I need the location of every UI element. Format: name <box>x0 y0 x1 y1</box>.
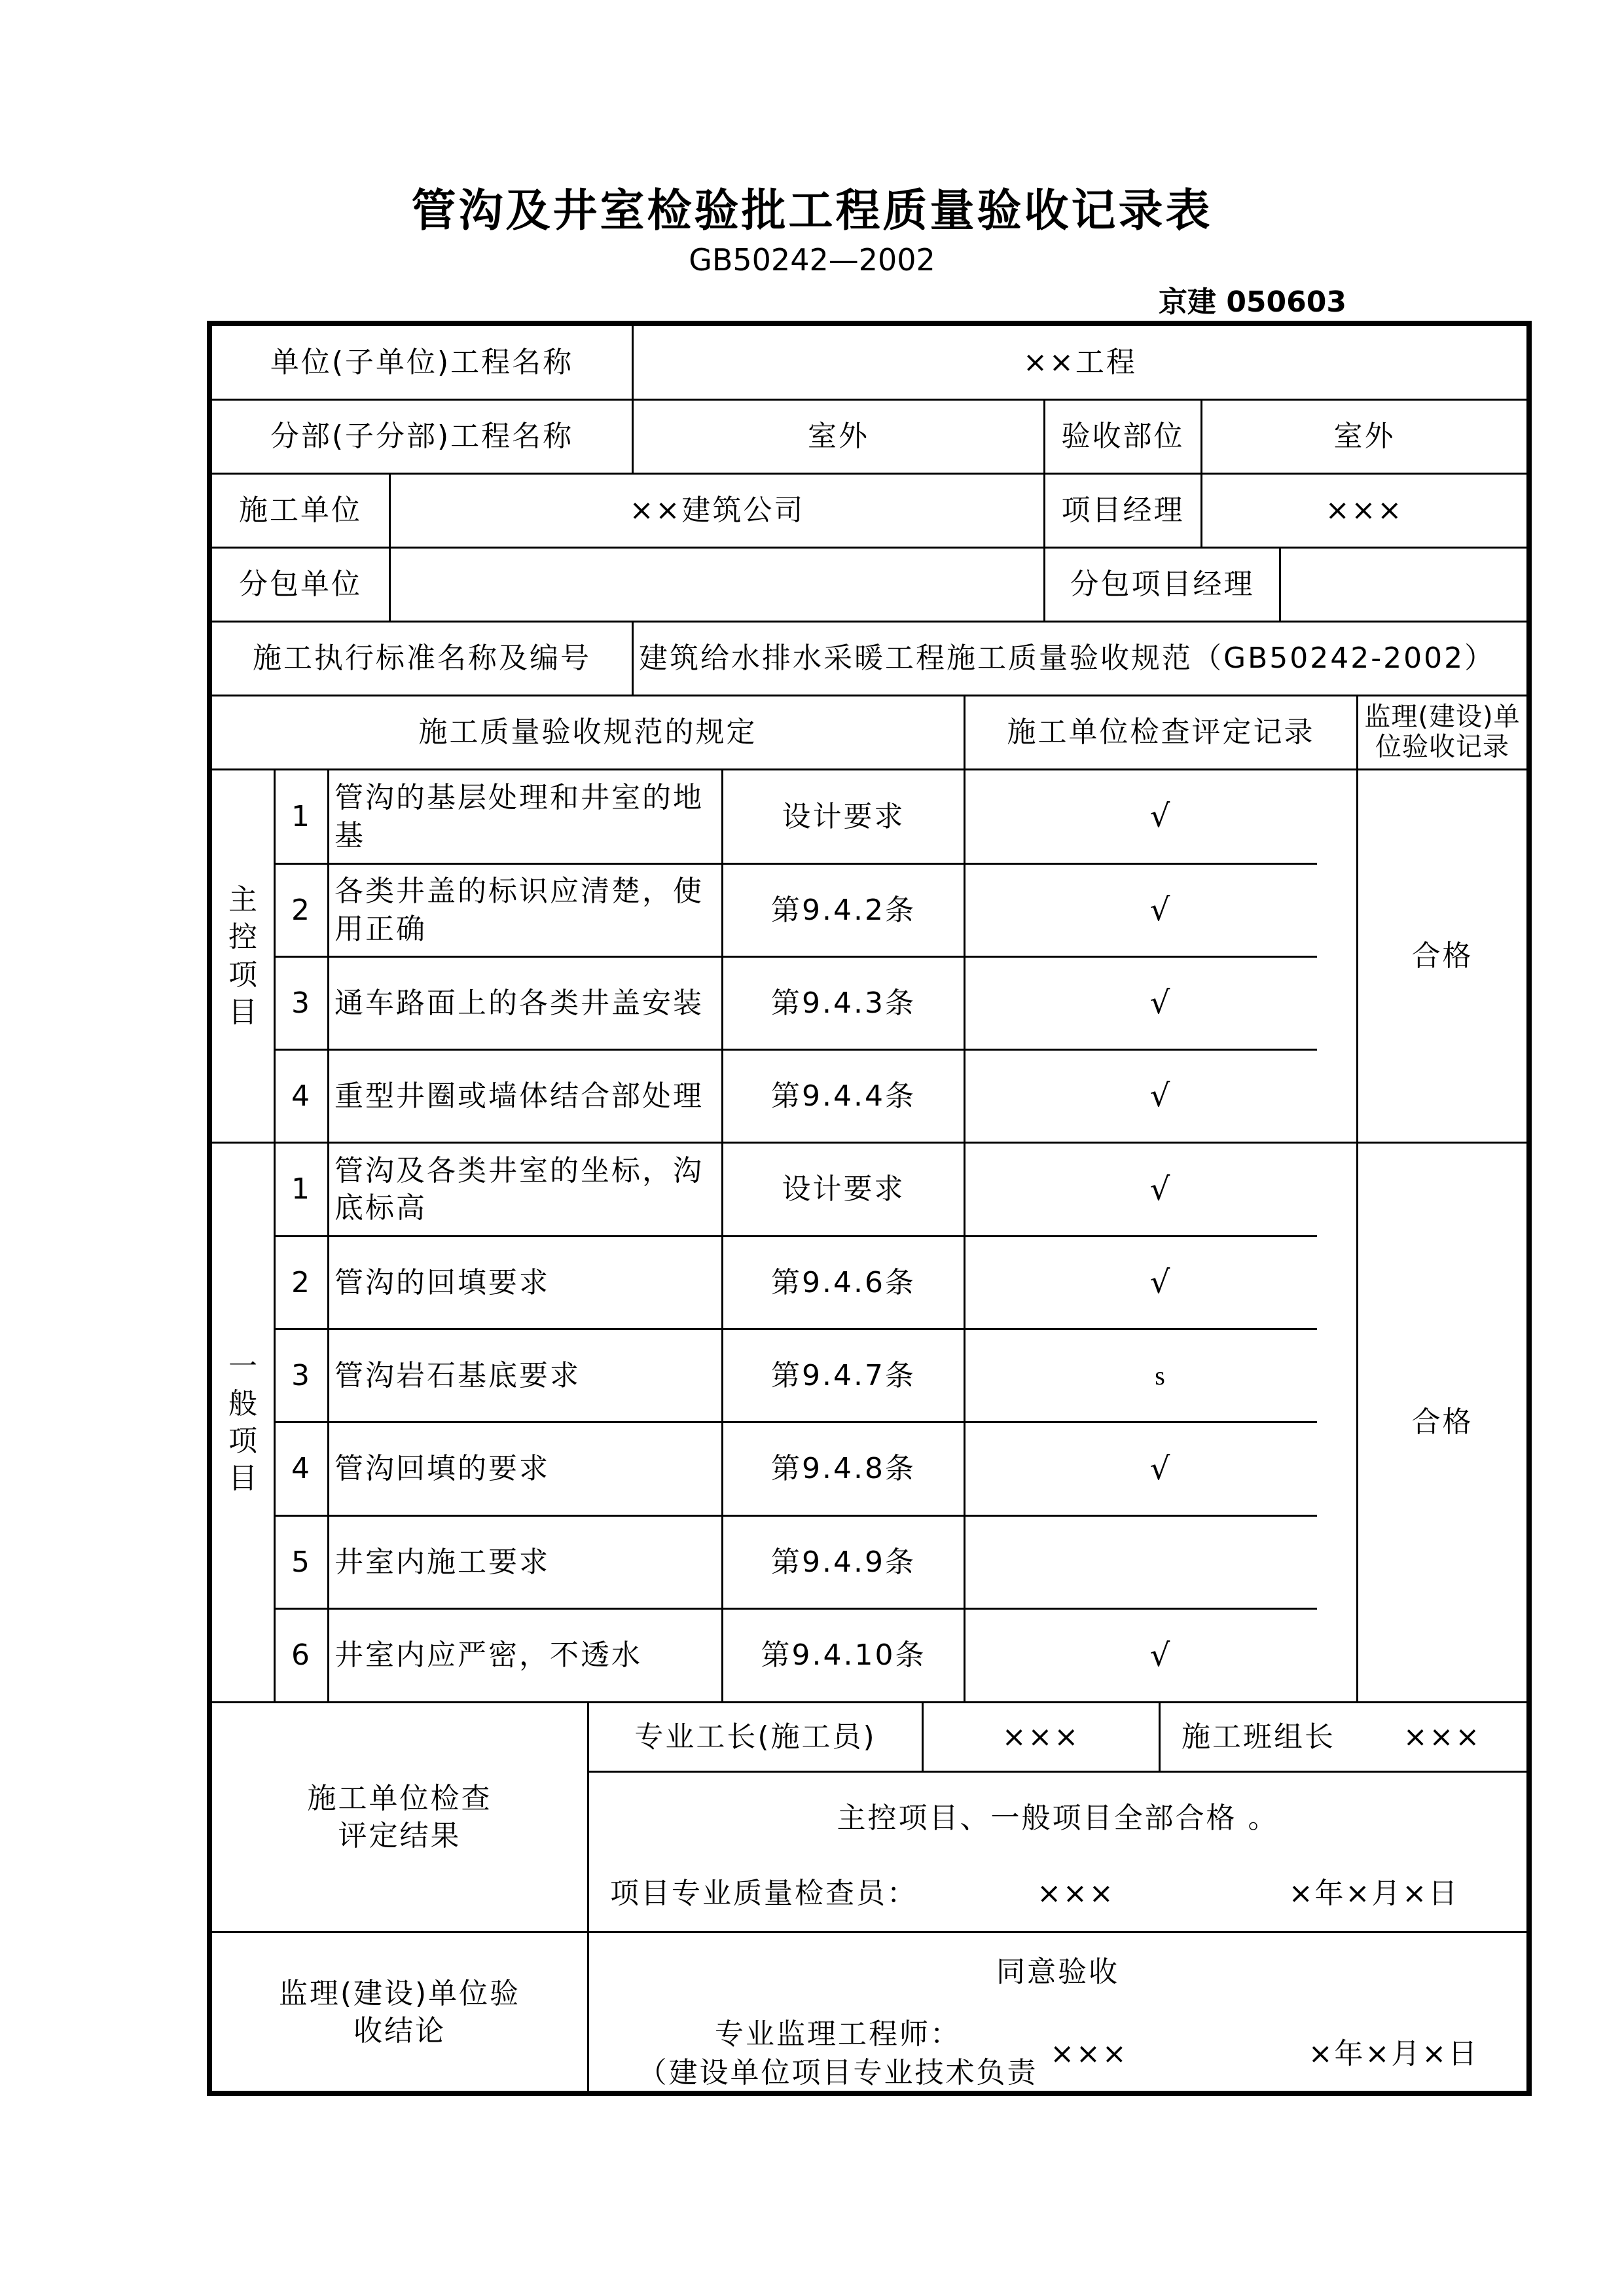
main-item-1-clause: 设计要求 <box>782 799 905 833</box>
main-item-3-clause: 第9.4.3条 <box>771 986 916 1020</box>
spec-header: 施工质量验收规范的规定 <box>418 715 757 750</box>
general-item-2-clause: 第9.4.6条 <box>771 1265 916 1299</box>
main-item-4-check: √ <box>1149 1077 1172 1115</box>
supervisor-date: ×年×月×日 <box>1308 2037 1479 2071</box>
general-items-group-label <box>212 1144 274 1701</box>
main-item-3-check: √ <box>1149 985 1172 1022</box>
general-item-1-check: √ <box>1149 1170 1172 1208</box>
contractor-conclusion: 主控项目、一般项目全部合格 。 <box>837 1801 1279 1835</box>
general-item-1-no: 1 <box>291 1172 312 1206</box>
main-item-2-check: √ <box>1149 892 1172 929</box>
engineer-value: ××× <box>1050 2037 1128 2071</box>
foreman-value: ××× <box>1001 1720 1081 1754</box>
acceptance-part-value: 室外 <box>1333 420 1396 454</box>
subcontractor-label: 分包单位 <box>239 568 362 602</box>
supervisor-conclusion: 同意验收 <box>996 1955 1119 1989</box>
sub-pm-label: 分包项目经理 <box>1070 568 1255 602</box>
vertical-char: 项 <box>228 958 257 992</box>
general-items-result: 合格 <box>1411 1405 1473 1439</box>
general-item-4-no: 4 <box>291 1452 312 1486</box>
main-items-result: 合格 <box>1411 939 1473 973</box>
inspection-table <box>207 321 1532 2096</box>
general-item-3-clause: 第9.4.7条 <box>771 1358 916 1392</box>
vertical-char: 项 <box>228 1424 257 1458</box>
general-item-1-text: 管沟及各类井室的坐标，沟底标高 <box>334 1153 704 1225</box>
foreman-label: 专业工长(施工员) <box>634 1720 876 1754</box>
sub-pm-value <box>1281 549 1526 621</box>
vertical-char: 目 <box>228 995 257 1029</box>
vertical-char: 一 <box>228 1349 257 1383</box>
general-item-4-check: √ <box>1149 1450 1172 1487</box>
main-item-4-clause: 第9.4.4条 <box>771 1079 916 1113</box>
general-item-4-text: 管沟回填的要求 <box>334 1452 550 1486</box>
general-item-2-text: 管沟的回填要求 <box>334 1265 550 1299</box>
project-manager-value: ××× <box>1325 494 1404 528</box>
form-title: 管沟及井室检验批工程质量验收记录表 <box>411 185 1213 237</box>
general-item-6-clause: 第9.4.10条 <box>761 1638 926 1672</box>
main-item-1-text: 管沟的基层处理和井室的地基 <box>334 781 704 852</box>
general-item-5-no: 5 <box>291 1545 312 1579</box>
general-item-1-clause: 设计要求 <box>782 1172 905 1206</box>
unit-project-label: 单位(子单位)工程名称 <box>270 345 574 379</box>
vertical-char: 目 <box>228 1462 257 1496</box>
vertical-char: 控 <box>228 920 257 954</box>
vertical-text <box>228 1348 257 1498</box>
contractor-label: 施工单位 <box>239 494 362 528</box>
contractor-record-header: 施工单位检查评定记录 <box>1007 715 1315 750</box>
main-item-4-text: 重型井圈或墙体结合部处理 <box>334 1079 704 1113</box>
project-manager-label: 项目经理 <box>1061 494 1185 528</box>
general-item-2-check: √ <box>1149 1264 1172 1301</box>
main-item-4-no: 4 <box>291 1079 312 1113</box>
main-item-3-no: 3 <box>291 986 312 1020</box>
general-item-4-clause: 第9.4.8条 <box>771 1452 916 1486</box>
main-item-2-no: 2 <box>291 893 312 927</box>
general-item-5-text: 井室内施工要求 <box>334 1545 550 1579</box>
form-code: 京建 050603 <box>1159 285 1347 319</box>
general-item-3-no: 3 <box>291 1358 312 1392</box>
main-item-2-clause: 第9.4.2条 <box>771 893 916 927</box>
exec-standard-label: 施工执行标准名称及编号 <box>253 642 591 676</box>
sub-project-value: 室外 <box>808 420 869 454</box>
main-item-1-check: √ <box>1149 798 1172 835</box>
general-item-6-check: √ <box>1149 1636 1172 1674</box>
standard-code: GB50242—2002 <box>689 242 935 278</box>
vertical-text <box>228 881 257 1031</box>
inspector-date: ×年×月×日 <box>1288 1877 1460 1911</box>
vertical-char: 主 <box>228 883 257 917</box>
sub-project-label: 分部(子分部)工程名称 <box>270 420 574 454</box>
general-item-6-no: 6 <box>291 1638 312 1672</box>
team-leader-value: ××× <box>1403 1720 1482 1754</box>
engineer-label: 专业监理工程师： <box>715 2017 961 2051</box>
engineer-label-2: （建设单位项目专业技术负责 <box>638 2056 1038 2089</box>
general-item-3-text: 管沟岩石基底要求 <box>334 1358 581 1392</box>
general-item-5-check <box>965 1517 1356 1608</box>
subcontractor-value <box>391 549 1043 621</box>
inspector-value: ××× <box>1037 1877 1115 1911</box>
main-items-group-label <box>212 770 274 1142</box>
supervisor-record-header: 监理(建设)单位验收记录 <box>1364 702 1521 762</box>
acceptance-part-label: 验收部位 <box>1061 420 1185 454</box>
inspector-label: 项目专业质量检查员： <box>610 1877 918 1911</box>
general-item-3-check: s <box>1155 1360 1167 1390</box>
contractor-value: ××建筑公司 <box>629 494 805 528</box>
exec-standard-value: 建筑给水排水采暖工程施工质量验收规范（GB50242-2002） <box>639 642 1496 676</box>
general-item-6-text: 井室内应严密，不透水 <box>334 1638 642 1672</box>
main-item-3-text: 通车路面上的各类井盖安装 <box>334 986 704 1020</box>
main-item-1-no: 1 <box>291 799 312 833</box>
vertical-char: 般 <box>228 1386 257 1420</box>
supervisor-label: 监理(建设)单位验收结论 <box>278 1976 521 2048</box>
main-item-2-text: 各类井盖的标识应清楚，使用正确 <box>334 875 704 946</box>
general-item-5-clause: 第9.4.9条 <box>771 1545 916 1579</box>
team-leader-label: 施工班组长 <box>1182 1720 1335 1754</box>
general-item-2-no: 2 <box>291 1265 312 1299</box>
contractor-check-label: 施工单位检查评定结果 <box>307 1781 492 1852</box>
unit-project-value: ××工程 <box>1023 345 1137 379</box>
